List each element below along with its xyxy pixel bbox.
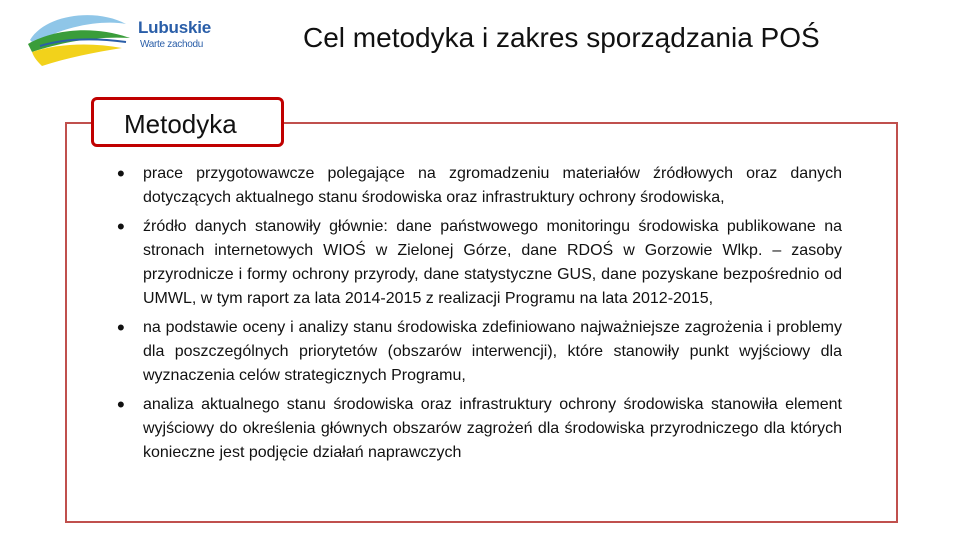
bullet-text: prace przygotowawcze polegające na zgromadzeniu materiałów źródłowych oraz danych dotyczących aktualnego stanu środowiska oraz infrastruktury ochrony środowiska, [143,165,842,206]
section-title: Metodyka [124,109,237,139]
list-item [117,162,842,210]
lubuskie-logo-icon [26,10,136,66]
list-item [117,393,842,465]
bullet-text: analiza aktualnego stanu środowiska oraz infrastruktury ochrony środowiska stanowiła element wyjściowy do określenia głównych obszarów zagrożeń dla środowiska przyrodniczego dla których konieczne jest podjęcie działań naprawczych [143,396,842,461]
logo-tagline: Warte zachodu [140,39,203,50]
bullet-icon: • [117,214,125,239]
bullet-text: na podstawie oceny i analizy stanu środowiska zdefiniowano najważniejsze zagrożenia i problemy dla poszczególnych priorytetów (obszarów interwencji), które stanowiły punkt wyjściowy dla wyznaczenia celów strategicznych Programu, [143,319,842,384]
section-label-box [91,97,284,147]
bullet-text: źródło danych stanowiły głównie: dane państwowego monitoringu środowiska publikowane na stronach internetowych WIOŚ w Zielonej Górze, dane RDOŚ w Gorzowie Wlkp. – zasoby przyrodnicze i formy ochrony przyrody, dane statystyczne GUS, dane pozyskane bezpośrednio od UMWL, w tym raport za lata 2014-2015 z realizacji Programu na lata 2012-2015, [143,218,842,307]
slide-title: Cel metodyka i zakres sporządzania POŚ [303,22,820,53]
bullet-icon: • [117,392,125,417]
list-item [117,316,842,388]
lubuskie-logo [26,10,226,66]
bullet-icon: • [117,315,125,340]
bullet-icon: • [117,161,125,186]
bullet-list [117,162,842,470]
list-item [117,215,842,311]
logo-name: Lubuskie [138,18,212,37]
